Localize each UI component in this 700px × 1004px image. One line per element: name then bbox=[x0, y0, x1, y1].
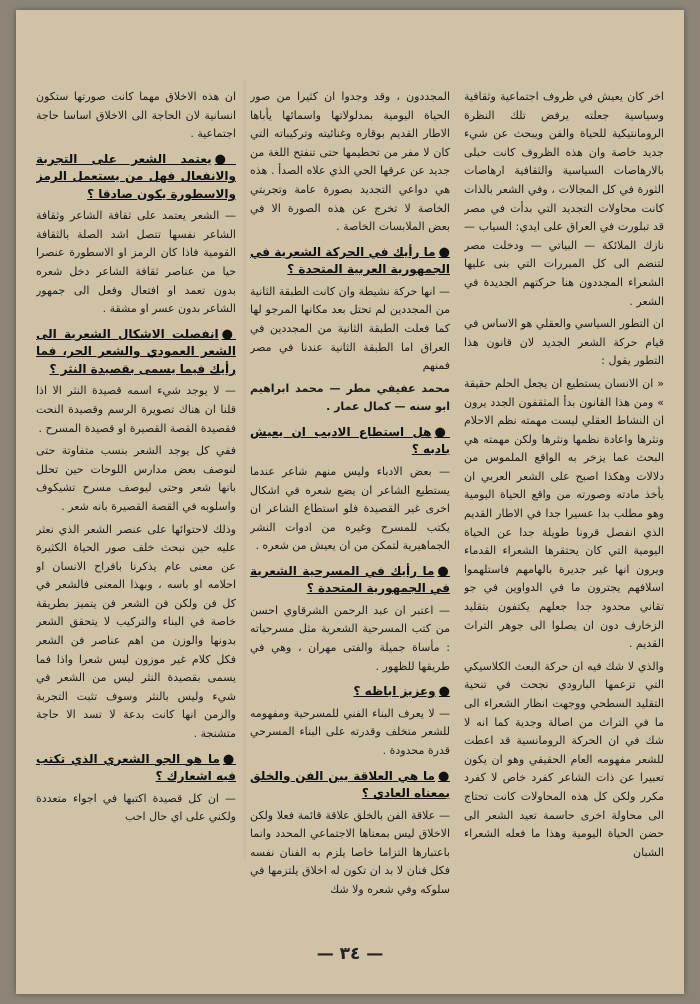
paragraph: — اعتبر ان عبد الرحمن الشرقاوي احسن من كتب المسرحية الشعرية مثل مسرحياته : مأساة جميلة والفتى مهران ، وهي في طريقها للظهور . bbox=[250, 603, 450, 673]
question-text: يعتمد الشعر على التجربة والانفعال فهل من يستعمل الرمز والاسطورة يكون صادقا ؟ bbox=[36, 151, 236, 201]
paragraph: ففي كل يوجد الشعر بنسب متفاوتة حتى لنوصف بعض مدارس اللوحات حين تحلل بانها شعر وحتى ليوصف مسرح تشيكوف واسلوبه في القصة القصيرة بانه شعر . bbox=[36, 444, 236, 513]
bullet-icon: ● bbox=[438, 244, 450, 260]
interview-question bbox=[250, 563, 450, 598]
column-left bbox=[36, 88, 236, 924]
paragraph: اخر كان يعيش في ظروف اجتماعية وثقافية وسياسية جعلته يرفض تلك النظرة الرومانتيكية للحياة والفن ويبحث عن شيء جديد خاصة وان هذه الظروف كانت حبلى بالارهاصات السياسية والثقافية ارهاصات الثورة في كل المجالات ، وفي الشعر بالذات كانت محاولات التجديد التي بدأت في مصر قد تبلورت في العراق على ايدي: السياب — نازك الملائكة — البياتي — ودخلت مصر لتنضم الى كل المبررات التي بنى عليها الشعراء المجددون هنا حركتهم الجديدة في الشعر . bbox=[464, 90, 664, 308]
text-columns bbox=[36, 88, 664, 924]
paragraph: ان هذه الاخلاق مهما كانت صورتها ستكون انسانية لان الحاجة الى الاخلاق اساسا حاجة اجتماعية . bbox=[36, 90, 236, 141]
column-right bbox=[464, 88, 664, 924]
bullet-icon: ● bbox=[434, 424, 450, 440]
page-number: — ٣٤ — bbox=[316, 944, 384, 964]
question-text: وعزيز اباظه ؟ bbox=[353, 684, 436, 699]
interview-question bbox=[36, 751, 236, 786]
question-text: ما رأيك في الحركة الشعرية في الجمهورية العربية المتحدة ؟ bbox=[250, 244, 450, 277]
question-text: ما هي العلاقة بين الفن والخلق بمعناه العادي ؟ bbox=[250, 768, 450, 801]
interview-question bbox=[250, 768, 450, 803]
paragraph: — ان كل قصيدة اكتبها في اجواء متعددة ولكني على اي حال احب bbox=[36, 791, 236, 824]
bullet-icon: ● bbox=[222, 751, 236, 767]
paragraph: — بعض الادباء وليس منهم شاعر عندما يستطيع الشاعر ان يضع شعره في اشكال اخرى غير القصيدة فلو استطاع الشاعر ان يكتب للمسرح وغيره من ادوات النشر الجماهيرية لتمكن من ان يعيش من شعره . bbox=[250, 464, 450, 553]
paragraph: المجددون ، وقد وجدوا ان كثيرا من صور الحياة اليومية بمدلولاتها واسمائها يأباها الاطار القديم بوقاره وغنائيته وتركيباته التي كان لا مفر من تحطيمها حتى تنفتح اللغة من جديد عن عرقها الحي الذي علاه الصدأ . هذه هي دواعي التجديد بصورة عامة وتجربتي الخاصة لا تخرج عن هذه الصورة الا في بعض الملابسات الخاصة . bbox=[250, 90, 450, 234]
column-middle bbox=[250, 88, 450, 924]
interview-question bbox=[250, 424, 450, 459]
interview-question bbox=[250, 683, 450, 701]
paragraph: وذلك لاحتوائها على عنصر الشعر الذي نعثر عليه حين نبحث خلف صور الحياة الكثيرة عن معنى عام يذكرنا بافراح الانسان او احلامه او باسه ، وبهذا المعنى فالشعر في كل فن ولكن فن الشعر فن يتميز بطريقة خاصة في البناء والتركيب لا يتحقق الشعر بدونها والوزن من اهم عناصر فن الشعر فكل كلام غير موزون ليس شعرا واذا فما يسمى بقصيدة النثر ليس من الشعر في شيء وليس بالنثر وسوف تثبت التجربة والزمن انها كانت بدعة لا تسد الا حاجة متشنجة . bbox=[36, 522, 236, 741]
question-text: انفصلت الاشكال الشعرية الى الشعر العمودي والشعر الحر، فما رأيك فيما يسمى بقصيدة النثر ؟ bbox=[36, 326, 236, 376]
bullet-icon: ● bbox=[437, 768, 450, 784]
question-text: ما هو الجو الشعري الذي تكتب فيه اشعارك ؟ bbox=[36, 751, 236, 784]
poet-names: محمد عفيفي مطر — محمد ابراهيم ابو سنه — كمال عمار . bbox=[250, 381, 450, 414]
magazine-page bbox=[16, 10, 684, 994]
paragraph: « ان الانسان يستطيع ان يجعل الحلم حقيقة » ومن هذا القانون بدأ المثقفون الجدد يرون ان النشاط العقلي ليست مهمته نظم الاحلام ونثرها واعادة نظمها ونثرها ولكن مهمته هي البحث عما يزخر به الواقع الملموس من دلالات وهكذا اصبح على الشعر العربي ان يأخذ مادته وصورته من واقع الحياة اليومية وهو مطلب بدا عسيرا جدا في الاطار القديم الذي انفصل قرونا طويلة جدا عن الحياة اليومية التي كان يحتقرها الشعراء القدماء ويرون انها غير جديرة بالهامهم فاستلهموا اسلافهم يجترون ما في الدواوين في جو تقاني محدود جدا جعلهم يكتفون بتقليد الزخارف دون ان يصلوا الى جوهر التراث القديم . bbox=[464, 376, 664, 651]
question-text: ما رأيك في المسرحية الشعرية في الجمهورية المتحدة ؟ bbox=[250, 563, 450, 596]
bullet-icon: ● bbox=[438, 684, 450, 700]
paragraph: — لا يوجد شيء اسمه قصيدة النثر الا اذا قلنا ان هناك تصويرة الرسم وقصيدة النحت فقصيدة القصة القصيرة او قصيدة المسرح . bbox=[36, 384, 236, 435]
paragraph: — لا يعرف البناء الفني للمسرحية ومفهومه للشعر متخلف وقدرته على البناء المسرحي قدرة محدودة . bbox=[250, 706, 450, 757]
paragraph: ان التطور السياسي والعقلي هو الاساس في قيام حركة الشعر الجديد لان قانون هذا التطور يقول : bbox=[464, 317, 664, 368]
paragraph: والذي لا شك فيه ان حركة البعث الكلاسيكي التي تزعمها البارودي نجحت في تنحية التقليد السطحي ووجهت انظار الشعراء الى ما في التراث من اصالة وجدية كما انه لا شك في ان الحركة الرومانسية قد اعطت للشعر مفهومه العام الحقيقي وهو ان يكون تعبيرا عن ذات الشاعر كفرد خاص لا كفرد مكرر ولكن كل هذه المحاولات كانت تحتاج الى محاولة اخرى حاسمة تعيد الشعر الى حضن الحياة اليومية وهذا ما فعله الشعراء الشبان bbox=[464, 659, 664, 859]
interview-question bbox=[36, 326, 236, 379]
question-text: هل استطاع الاديب ان يعيش بادبه ؟ bbox=[250, 424, 450, 457]
bullet-icon: ● bbox=[221, 326, 236, 342]
interview-question bbox=[36, 151, 236, 204]
paragraph: — انها حركة نشيطة وان كانت الطبقة الثانية من المجددين لم تحتل بعد مكانها المرجو لها كما فعلت الطبقة الثانية من المجددين في العراق اما الطبقة الثانية عندنا في مصر فمنهم bbox=[250, 284, 450, 373]
paragraph: — علاقة الفن بالخلق علاقة قائمة فعلا ولكن الاخلاق ليس بمعناها الاجتماعي المحدد وانما باعتبارها التزاما خاصا يلزم به الفنان نفسه فكل فنان لا بد ان تكون له اخلاق يلتزمها في سلوكه وفي شعره ولا شك bbox=[250, 808, 450, 896]
interview-question bbox=[250, 244, 450, 279]
bullet-icon: ● bbox=[214, 151, 236, 167]
bullet-icon: ● bbox=[437, 563, 450, 579]
paragraph: — الشعر يعتمد على ثقافة الشاعر وثقافة الشاعر نفسها تتصل اشد الصلة بالثقافة القومية فاذا كان الرمز او الاسطورة عنصرا حيا من عناصر ثقافة الشاعر دخل شعره بدون تعمد او افتعال وفعل الى جمهور الشاعر بدون عسر او مشقة . bbox=[36, 209, 236, 316]
